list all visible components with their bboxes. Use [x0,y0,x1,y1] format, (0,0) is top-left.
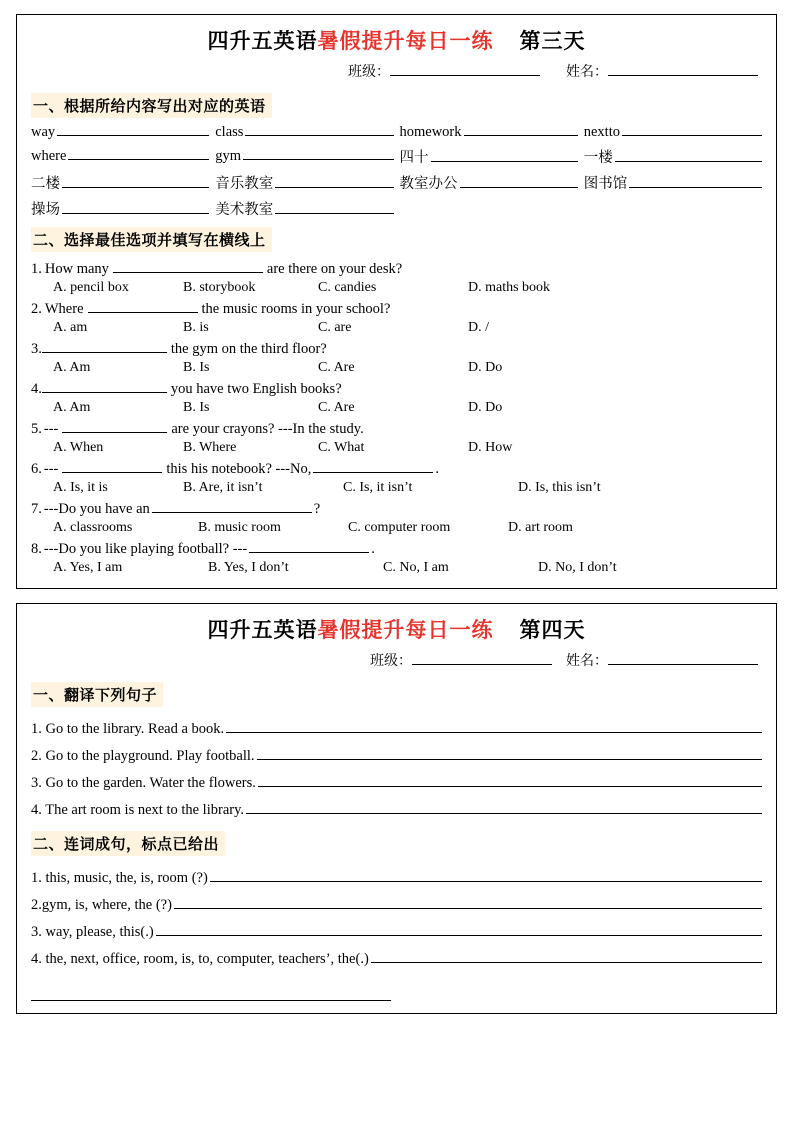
option-c[interactable]: C. What [318,440,365,455]
question-number: 4. [31,381,42,397]
option-c[interactable]: C. are [318,320,352,335]
reorder-blank[interactable] [174,894,762,909]
question-number: 5. [31,421,42,437]
sheet1-class-blank[interactable] [390,61,540,76]
word-text: gym [215,148,242,164]
translate-text: 4. The art room is next to the library. [31,802,245,818]
reorder-text: 1. this, music, the, is, room (?) [31,870,208,886]
sheet1-word-grid [31,122,762,219]
option-b[interactable]: B. Is [183,360,210,375]
question-pre: --- [43,461,59,477]
question-post: this his notebook? ---No, [166,461,312,477]
word-text: way [31,124,56,140]
option-d[interactable]: D. No, I don’t [538,560,617,575]
reorder-blank[interactable] [156,921,762,936]
sheet2-title-prefix: 四升五英语 [207,619,318,642]
question-post2: . [435,461,439,477]
question-number: 1. [31,261,42,277]
word-blank[interactable] [245,122,393,136]
translate-item [31,745,762,765]
question-blank[interactable] [152,499,312,513]
word-blank[interactable] [68,146,209,160]
word-item-empty [584,198,762,219]
question-blank[interactable] [249,539,369,553]
translate-blank[interactable] [257,745,762,760]
reorder-item [31,921,762,941]
option-a[interactable]: A. am [53,320,88,335]
word-text: where [31,148,67,164]
question-blank[interactable] [62,419,167,433]
word-item [31,122,209,141]
option-c[interactable]: C. Is, it isn’t [343,480,413,495]
options-row [31,480,762,496]
word-text: 一楼 [583,150,613,166]
question-post: . [371,541,375,557]
question-post: are there on your desk? [266,261,403,277]
sheet1-title-prefix: 四升五英语 [207,30,318,53]
option-c[interactable]: C. candies [318,280,377,295]
question-pre: --- [43,421,59,437]
option-d[interactable]: D. art room [508,520,573,535]
worksheet-day-four [16,603,777,1014]
option-c[interactable]: C. computer room [348,520,451,535]
question-row [31,499,762,518]
option-d[interactable]: D. maths book [468,280,551,295]
option-a[interactable]: A. Is, it is [53,480,108,495]
question-blank[interactable] [113,259,263,273]
word-text: 美术教室 [215,202,274,218]
sheet2-class-blank[interactable] [412,650,552,665]
translate-text: 2. Go to the playground. Play football. [31,748,255,764]
option-d[interactable]: D. How [468,440,513,455]
word-item [400,122,578,141]
translate-blank[interactable] [226,718,762,733]
word-text: 四十 [399,150,429,166]
option-b[interactable]: B. music room [198,520,281,535]
options-row [31,440,762,456]
question-pre: ---Do you have an [43,501,150,517]
question-blank[interactable] [88,299,198,313]
word-item [400,146,578,167]
sheet1-section1-heading: 一、根据所给内容写出对应的英语 [31,93,272,118]
word-item [31,198,209,219]
question-pre: ---Do you like playing football? --- [43,541,248,557]
reorder-item [31,894,762,914]
word-item [215,198,393,219]
word-item [584,172,762,193]
translate-text: 3. Go to the garden. Water the flowers. [31,775,256,791]
word-item-empty [400,198,578,219]
option-d[interactable]: D. Do [468,400,503,415]
question-row [31,459,762,478]
reorder-item [31,867,762,887]
sheet1-title [31,25,762,55]
options-row [31,520,762,536]
word-text: 操场 [31,202,60,218]
sheet2-title-day: 第四天 [519,619,586,642]
options-row [31,400,762,416]
word-text: 音乐教室 [215,176,274,192]
option-a[interactable]: A. Am [53,400,91,415]
question-row [31,539,762,558]
options-row [31,560,762,576]
sheet2-section2-heading: 二、连词成句，标点已给出 [31,831,225,856]
reorder-item [31,948,762,968]
question-blank[interactable] [42,379,167,393]
reorder-text: 3. way, please, this(.) [31,924,154,940]
translate-text: 1. Go to the library. Read a book. [31,721,225,737]
word-item [215,172,393,193]
question-blank[interactable] [62,459,162,473]
question-post: the gym on the third floor? [170,341,327,357]
reorder-text: 4. the, next, office, room, is, to, computer, teachers’, the(.) [31,951,369,967]
option-b[interactable]: B. Yes, I don’t [208,560,289,575]
options-row [31,360,762,376]
option-b[interactable]: B. Is [183,400,210,415]
word-item [215,146,393,167]
reorder-blank[interactable] [210,867,762,882]
word-blank[interactable] [275,174,393,188]
sheet2-section1-heading: 一、翻译下列句子 [31,682,163,707]
word-blank[interactable] [62,200,209,214]
sheet1-class-label: 班级： [348,65,390,80]
word-blank[interactable] [243,146,393,160]
word-text: 教室办公 [399,176,458,192]
question-number: 7. [31,501,42,517]
extra-answer-blank[interactable] [31,986,391,1001]
question-row [31,379,762,398]
word-blank[interactable] [275,200,393,214]
translate-item [31,799,762,819]
question-post: the music rooms in your school? [201,301,391,317]
sheet1-info-row [31,61,762,81]
word-blank[interactable] [629,174,762,188]
word-item [31,172,209,193]
option-a[interactable]: A. Yes, I am [53,560,123,575]
reorder-text: 2.gym, is, where, the (?) [31,897,172,913]
sheet2-name-label: 姓名： [566,654,608,669]
option-c[interactable]: C. Are [318,400,355,415]
sheet2-title-highlight: 暑假提升每日一练 [317,619,494,642]
question-number: 8. [31,541,42,557]
option-b[interactable]: B. Where [183,440,237,455]
translate-item [31,718,762,738]
word-blank[interactable] [62,174,209,188]
question-row [31,419,762,438]
question-blank-2[interactable] [313,459,433,473]
question-number: 3. [31,341,42,357]
translate-blank[interactable] [246,799,762,814]
question-number: 6. [31,461,42,477]
options-row [31,280,762,296]
option-d[interactable]: D. Do [468,360,503,375]
sheet2-info-row [31,650,762,670]
option-c[interactable]: C. No, I am [383,560,449,575]
sheet2-name-blank[interactable] [608,650,758,665]
sheet1-name-blank[interactable] [608,61,758,76]
option-b[interactable]: B. storybook [183,280,256,295]
sheet1-title-highlight: 暑假提升每日一练 [317,30,494,53]
question-blank[interactable] [42,339,167,353]
question-post: ? [313,501,321,517]
translate-blank[interactable] [258,772,762,787]
option-a[interactable]: A. pencil box [53,280,129,295]
translate-item [31,772,762,792]
sheet2-class-label: 班级： [370,654,412,669]
word-item [215,122,393,141]
option-b[interactable]: B. is [183,320,209,335]
word-text: 二楼 [31,176,60,192]
reorder-blank[interactable] [371,948,762,963]
word-text: 图书馆 [583,176,628,192]
word-blank[interactable] [615,148,762,162]
question-post: you have two English books? [170,381,342,397]
sheet2-title [31,614,762,644]
question-row [31,339,762,358]
sheet1-name-label: 姓名： [566,65,608,80]
option-a[interactable]: A. classrooms [53,520,133,535]
word-blank[interactable] [57,122,209,136]
option-c[interactable]: C. Are [318,360,355,375]
word-item [584,122,762,141]
question-number: 2. [31,301,42,317]
question-post: are your crayons? ---In the study. [171,421,364,437]
question-row [31,299,762,318]
option-b[interactable]: B. Are, it isn’t [183,480,263,495]
word-text: class [215,124,244,140]
word-item [31,146,209,167]
word-blank[interactable] [622,122,762,136]
option-d[interactable]: D. / [468,320,489,335]
word-item [400,172,578,193]
options-row [31,320,762,336]
sheet1-title-day: 第三天 [519,30,586,53]
option-d[interactable]: D. Is, this isn’t [518,480,601,495]
word-blank[interactable] [464,122,578,136]
option-a[interactable]: A. When [53,440,104,455]
word-item [584,146,762,167]
worksheet-day-three [16,14,777,589]
question-pre: How many [44,261,109,277]
word-blank[interactable] [460,174,578,188]
word-text: homework [399,124,462,140]
question-row [31,259,762,278]
option-a[interactable]: A. Am [53,360,91,375]
word-blank[interactable] [431,148,578,162]
word-text: nextto [583,124,620,140]
question-pre: Where [44,301,84,317]
sheet1-section2-heading: 二、选择最佳选项并填写在横线上 [31,227,272,252]
